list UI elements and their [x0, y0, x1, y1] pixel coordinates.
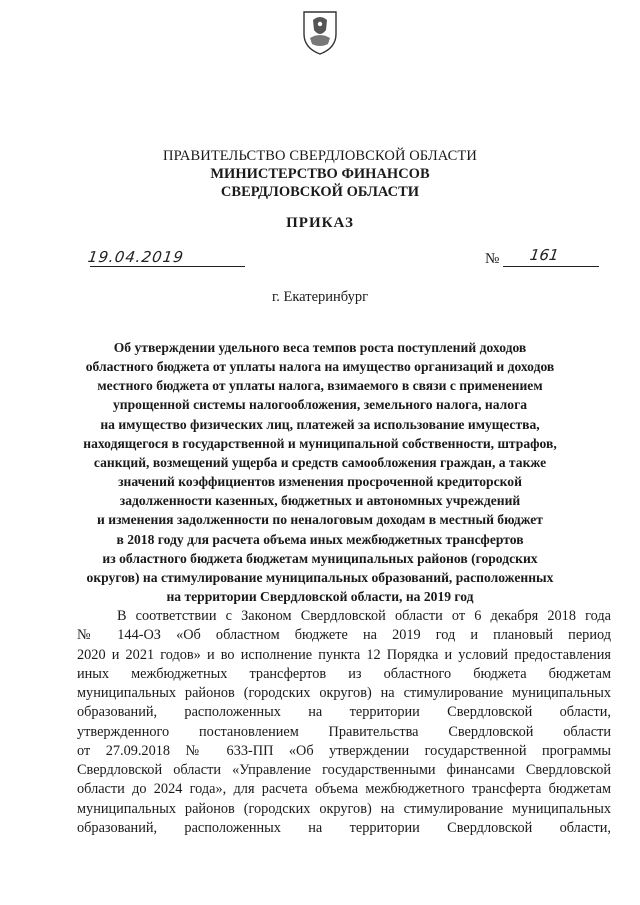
date-underline	[90, 266, 245, 267]
subject-line: санкций, возмещений ущерба и средств самообложения граждан, а также	[93, 454, 547, 470]
body-line: муниципальных районов (городских округов) на стимулирование муниципальных	[77, 685, 611, 701]
document-title: ПРИКАЗ	[286, 215, 354, 231]
subject-line: упрощенной системы налогообложения, земельного налога, налога	[112, 397, 528, 413]
document-number: 161	[528, 246, 560, 264]
subject-line: находящегося в государственной и муниципальной собственности, штрафов,	[83, 435, 557, 451]
body-line: № 144-ОЗ «Об областном бюджете на 2019 год и плановый период	[77, 627, 611, 644]
body-line: образований, расположенных на территории Свердловской области,	[77, 704, 611, 721]
subject-line: на имущество физических лиц, платежей за использование имущества,	[100, 416, 540, 432]
subject-line: из областного бюджета бюджетам муниципальных районов (городских	[102, 550, 538, 566]
ministry-name: МИНИСТЕРСТВО ФИНАНСОВ	[210, 166, 430, 182]
subject-line: в 2018 году для расчета объема иных межбюджетных трансфертов	[116, 531, 524, 547]
subject-line: округов) на стимулирование муниципальных образований, расположенных	[86, 569, 554, 585]
number-sign: №	[485, 251, 500, 267]
body-line: В соответствии с Законом Свердловской области от 6 декабря 2018 года	[117, 608, 611, 624]
body-line: 2020 и 2021 годов» и во исполнение пункта 12 Порядка и условий предоставления	[77, 646, 611, 663]
region-name: СВЕРДЛОВСКОЙ ОБЛАСТИ	[220, 184, 420, 200]
subject-line: значений коэффициентов изменения просроченной кредиторской	[118, 474, 522, 490]
body-line: муниципальных районов (городских округов) на стимулирование муниципальных	[77, 800, 611, 817]
document-date: 19.04.2019	[86, 248, 186, 266]
body-line: образований, расположенных на территории Свердловской области,	[77, 819, 611, 836]
body-line: Свердловской области «Управление государственными финансами Свердловской	[77, 762, 611, 778]
document-subject	[60, 338, 580, 606]
body-line: от 27.09.2018 № 633-ПП «Об утверждении государственной программы	[77, 742, 611, 759]
subject-line: Об утверждении удельного веса темпов роста поступлений доходов	[113, 340, 527, 355]
body-line: утвержденного постановлением Правительства Свердловской области	[77, 723, 611, 740]
government-name: ПРАВИТЕЛЬСТВО СВЕРДЛОВСКОЙ ОБЛАСТИ	[163, 148, 477, 164]
subject-line: местного бюджета от уплаты налога, взимаемого в связи с применением	[97, 378, 543, 394]
subject-line: на территории Свердловской области, на 2019 год	[166, 589, 474, 605]
subject-line: задолженности казенных, бюджетных и автономных учреждений	[119, 493, 521, 509]
subject-line: и изменения задолженности по неналоговым доходам в местный бюджет	[97, 512, 543, 528]
body-line: области до 2024 года», для расчета объема межбюджетного трансферта бюджетам	[77, 781, 611, 798]
coat-of-arms-icon	[300, 8, 340, 56]
city: г. Екатеринбург	[271, 289, 369, 305]
body-line: иных межбюджетных трансфертов из областного бюджета бюджетам	[77, 665, 611, 682]
document-body	[77, 607, 611, 838]
number-underline	[503, 266, 599, 267]
subject-line: областного бюджета от уплаты налога на имущество организаций и доходов	[85, 359, 555, 375]
